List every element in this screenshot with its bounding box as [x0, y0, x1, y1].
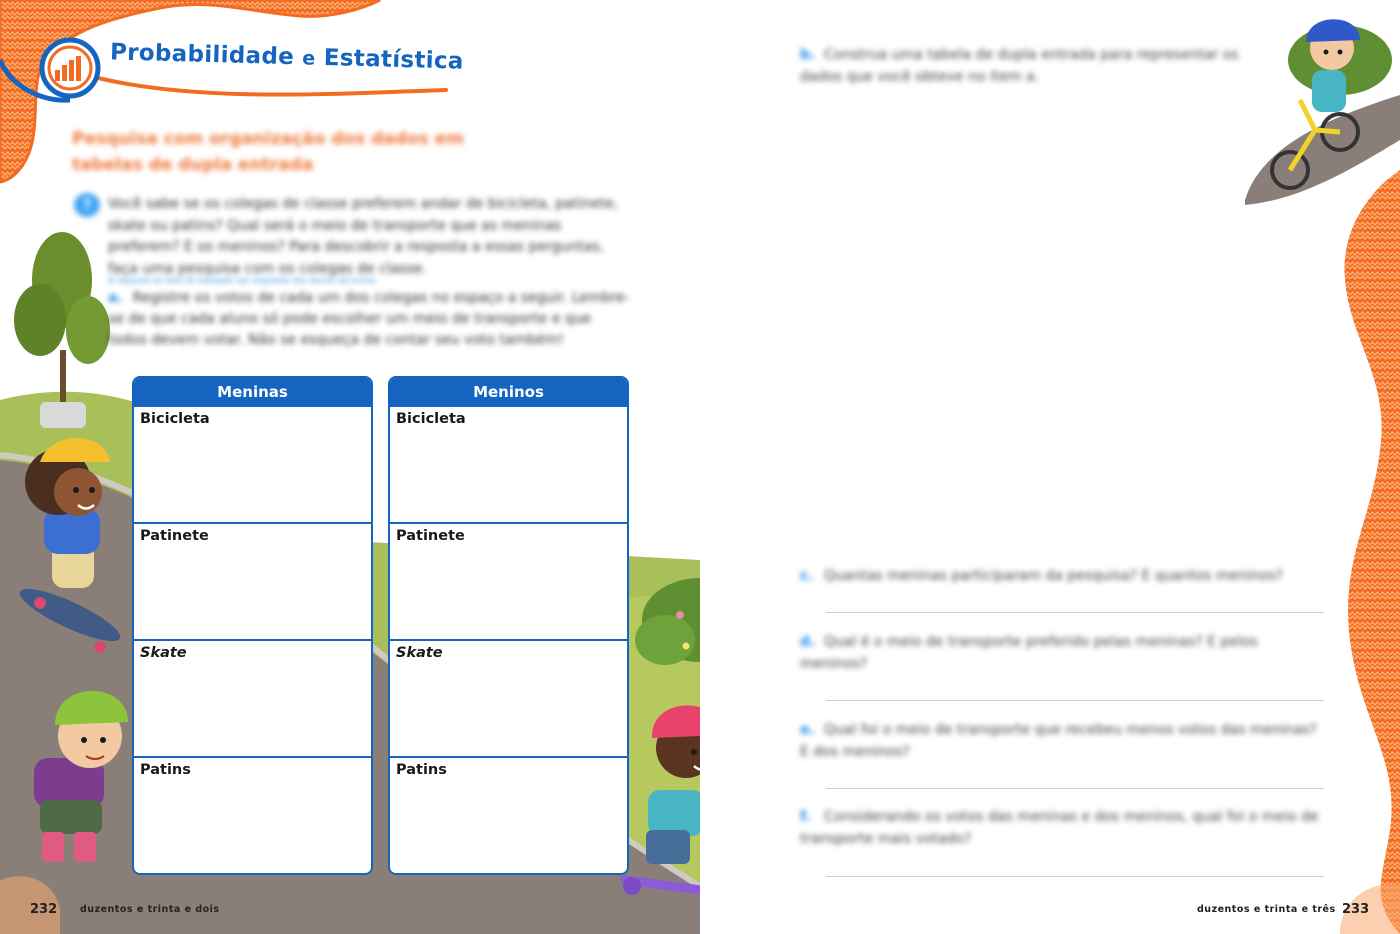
table-cell-bicicleta[interactable]: Bicicleta — [390, 405, 627, 522]
table-cell-patinete[interactable]: Patinete — [134, 522, 371, 639]
section-title: Probabilidade e Estatística — [109, 39, 464, 75]
question-icon: ? — [74, 193, 100, 217]
item-letter: a. — [108, 290, 123, 306]
question-d: d. Qual é o meio de transporte preferido pelas meninas? E pelos meninos? — [800, 634, 1258, 672]
table-cell-skate[interactable]: Skate — [390, 639, 627, 756]
table-meninos — [388, 376, 629, 875]
table-meninas — [132, 376, 373, 875]
page-number: 233 — [1342, 902, 1370, 917]
question-e: e. Qual foi o meio de transporte que recebeu menos votos das meninas? E dos meninos? — [800, 722, 1318, 760]
question-b: b. Construa uma tabela de dupla entrada para representar os dados que você obteve no item a. — [800, 47, 1239, 85]
answer-line[interactable] — [826, 788, 1324, 789]
table-cell-patins[interactable]: Patins — [390, 756, 627, 873]
page-number: 232 — [30, 902, 58, 917]
bar-chart-icon — [54, 56, 84, 82]
answer-line[interactable] — [826, 700, 1324, 701]
intro-note: A resposta ao item foi baseada nas respostas dos alunos da turma. — [108, 276, 378, 285]
page-subtitle: Pesquisa com organização dos dados em tabelas de dupla entrada — [72, 129, 464, 175]
table-cell-patinete[interactable]: Patinete — [390, 522, 627, 639]
table-cell-skate[interactable]: Skate — [134, 639, 371, 756]
table-header: Meninas — [134, 378, 371, 405]
answer-line[interactable] — [826, 876, 1324, 877]
answer-line[interactable] — [826, 612, 1324, 613]
question-f: f. Considerando os votos das meninas e dos meninos, qual foi o meio de transporte mais votado? — [800, 809, 1319, 847]
page-number-words: duzentos e trinta e três — [1197, 904, 1336, 915]
intro-text: Você sabe se os colegas de classe preferem andar de bicicleta, patinete, skate ou patins? Qual será o meio de transporte que as meninas preferem? E os meninos? Para descobrir a resposta a essas perguntas, faça uma pesquisa com os colegas de classe. — [108, 196, 619, 277]
item-text: Registre os votos de cada um dos colegas no espaço a seguir. Lembre-se de que cada aluno só pode escolher um meio de transporte e que todos devem votar. Não se esqueça de contar seu voto também! — [108, 290, 630, 348]
table-cell-patins[interactable]: Patins — [134, 756, 371, 873]
table-cell-bicicleta[interactable]: Bicicleta — [134, 405, 371, 522]
item-a — [108, 288, 633, 351]
right-page — [700, 0, 1400, 934]
table-header: Meninos — [390, 378, 627, 405]
right-illustration — [700, 0, 1400, 934]
page-number-words: duzentos e trinta e dois — [80, 904, 220, 915]
question-c: c. Quantas meninas participaram da pesquisa? E quantos meninos? — [800, 568, 1284, 584]
